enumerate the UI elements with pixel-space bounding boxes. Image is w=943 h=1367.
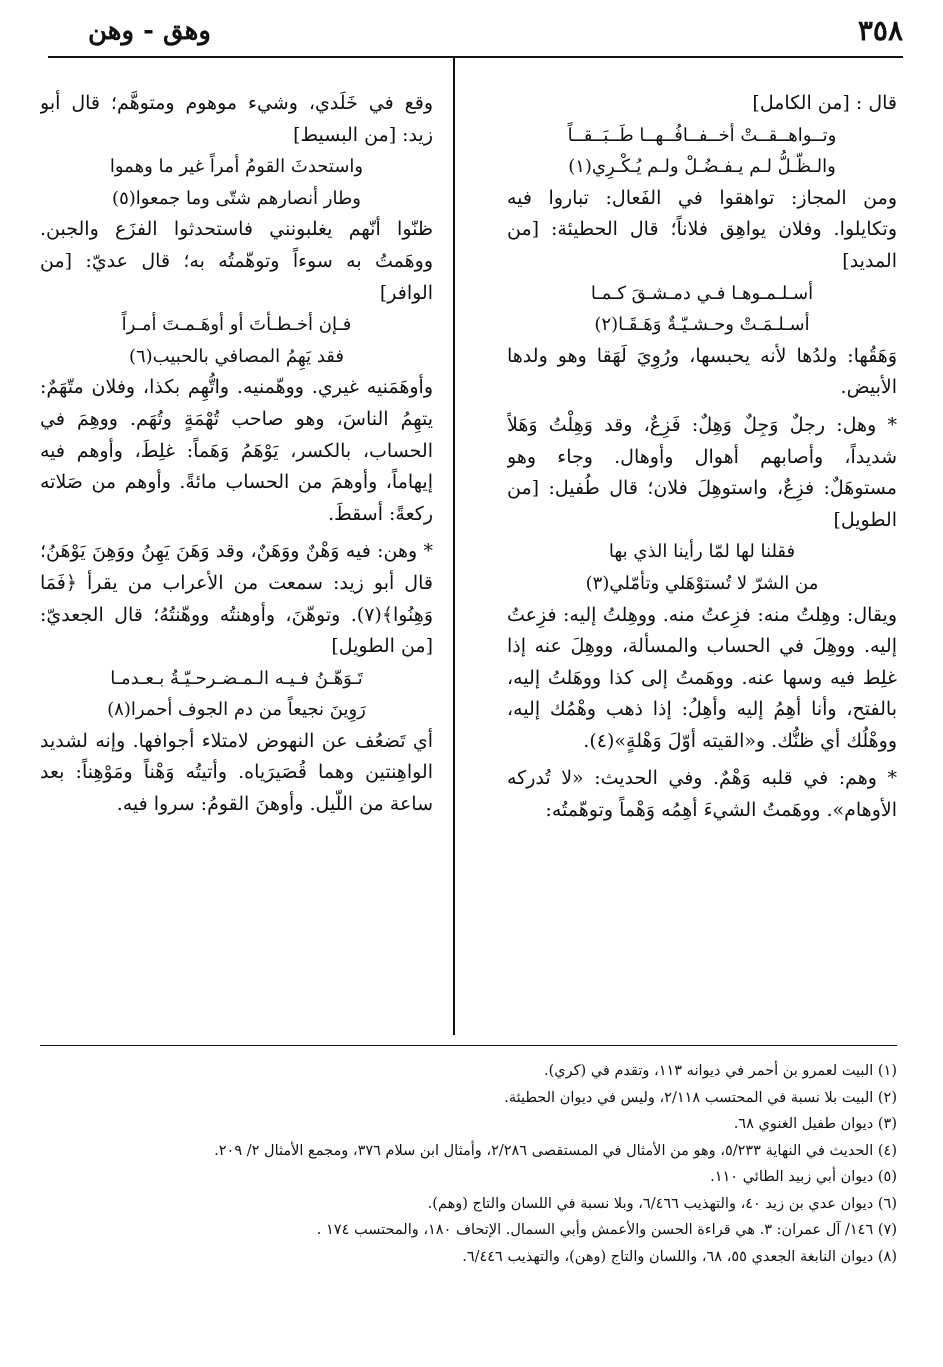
footnote: (٥) ديوان أبي زبيد الطائي ١١٠.	[710, 1169, 897, 1185]
verse-line: أسـلـمـوهـا فـي دمـشـقَ كـمـا	[590, 282, 814, 304]
verse-line: أسـلـمَـتْ وحـشـيّـةٌ وَهَـقَـا(٢)	[594, 314, 810, 336]
verse-line: فـإن أخـطـأتَ أو أوهَـمـتَ أمـراً	[121, 314, 352, 336]
footnote: (٧) ١٤٦/ آل عمران: ٣. هي قراءة الحسن والأعمش وأبي السمال. الإتحاف ١٨٠، والمحتسب ١٧٤ .	[316, 1222, 897, 1238]
footnote: (١) البيت لعمرو بن أحمر في ديوانه ١١٣، وتقدم في (كري).	[544, 1063, 897, 1079]
text-paragraph: ظنّوا أنّهم يغلبونني فاستحدثوا الفزَع والجبن. ووهَمتُ به سوءاً وتوهّمتُه به؛ قال عديّ: [من الوافر]	[40, 218, 433, 304]
footnote: (٨) ديوان النابغة الجعدي ٥٥، ٦٨، واللسان والتاج (وهن)، والتهذيب ٦/٤٤٦.	[462, 1248, 897, 1265]
text-paragraph: وَهَقُها: ولدُها لأنه يحبسها، ورُوِيَ لَهَقا وهو ولدها الأبيض.	[507, 344, 897, 399]
verse-line: رَوِينَ نجيعاً من دم الجوف أحمرا(٨)	[107, 699, 366, 721]
verse-line: وطار أنصارهم شتّى وما جمعوا(٥)	[112, 187, 361, 209]
verse-line: من الشرّ لا تُستوْهَلي وتأمّلي(٣)	[585, 572, 819, 594]
text-paragraph: قال : [من الكامل]	[752, 92, 897, 114]
verse-line: وتــواهــقــتْ أخــفــافُــهــا طَــبَــقــاً	[567, 124, 837, 146]
verse-line: واستحدثَ القومُ أمراً غير ما وهموا	[109, 156, 364, 178]
entry-paragraph: * وهن: فيه وَهْنٌ ووَهَنٌ، وقد وَهَنَ يَهِنُ ووَهِنَ يَوْهَنُ؛ قال أبو زيد: سمعت من الأعراب من يقرأ ﴿فَمَا وَهِنُوا﴾(٧). وتوهّنَ، وأوهنتُه ووهّنتُهُ؛ قال الجعديّ: [من الطويل]	[40, 540, 433, 658]
footnote: (٤) الحديث في النهاية ٥/٢٣٣، وهو من الأمثال في المستقصى ٢/٢٨٦، وأمثال ابن سلام ٣٧٦، ومجمع الأمثال ٢/ ٢٠٩.	[214, 1142, 897, 1159]
footnote: (٦) ديوان عدي بن زيد ٤٠، والتهذيب ٦/٤٦٦، وبلا نسبة في اللسان والتاج (وهم).	[427, 1195, 897, 1212]
right-column	[507, 88, 897, 827]
text-paragraph: وقع في خَلَدي، وشيء موهوم ومتوهَّم؛ قال أبو زيد: [من البسيط]	[40, 92, 433, 146]
footnotes	[40, 1058, 897, 1270]
footnote: (٢) البيت بلا نسبة في المحتسب ٢/١١٨، وليس في ديوان الحطيئة.	[504, 1089, 897, 1106]
page-number: ٣٥٨	[857, 14, 903, 47]
verse-line: تَـوَهّـنُ فـيـه الـمـضـرحـيّـةُ بـعـدمـا	[110, 667, 363, 689]
text-paragraph: ويقال: وهِلتُ منه: فزِعتُ منه. ووهِلتُ إليه: فزِعتُ إليه. ووهِلَ في الحساب والمسألة، ووهِلَ عنه إذا غلِط فيه وسها عنه. ووهَمتُ إلى كذا ووهَلتُ إليه، بالفتح، وأنا أهِمُ إليه وأهِلُ: إذا ذهب وهْمُك إليه، ووهْلُك أي ظنُّك. و«القيته أوّلَ وَهْلةٍ»(٤).	[507, 603, 897, 752]
entry-paragraph: * وهل: رجلٌ وَجِلٌ وَهِلٌ: فَزِعٌ، وقد وَهِلْتُ وَهَلاً شديداً، وأصابهم أهوال وأوهال. وجاء وهو مستوهَلٌ: فزِعٌ، واستوهِلَ فلان؛ قال طُفيل: [من الطويل]	[507, 413, 897, 531]
page-header	[48, 14, 903, 58]
footnote-divider	[40, 1045, 897, 1046]
text-paragraph: ومن المجاز: تواهقوا في الفَعال: تباروا فيه وتكايلوا. وفلان يواهِق فلاناً؛ قال الحطيئة: [من المديد]	[507, 186, 897, 272]
column-divider	[453, 58, 455, 1035]
left-column	[40, 88, 433, 821]
entry-paragraph: * وهم: في قلبه وَهْمٌ. وفي الحديث: «لا تُدركه الأوهام». ووهَمتُ الشيءَ أهِمُه وَهْماً وتوهّمتُه:	[507, 767, 897, 822]
text-paragraph: وأوهَمَنيه غيري. ووهّمنيه. واتُّهِم بكذا، وفلان متّهَمٌ: يتهِمُ الناسَ، وهو صاحب تُهْمَةٍ وتُهَم. ووهِمَ في الحساب، بالكسر، يَوْهَمُ وَهَماً: غلِطَ، وأوهم فيه إيهاماً، وأوهمَ من الحساب مائةً. وأوهم من صَلاته ركعةً: أسقطَ.	[40, 376, 433, 525]
text-paragraph: أي تَضعُف عن النهوض لامتلاء أجوافها. وإنه لشديد الواهِنتين وهما قُصَيرَياه. وأتيتُه وَهْناً ومَوْهِناً: بعد ساعة من اللّيل. وأوهنَ القومُ: سروا فيه.	[40, 729, 433, 816]
running-head: وهق - وهن	[88, 16, 211, 46]
footnote: (٣) ديوان طفيل الغنوي ٦٨.	[733, 1116, 897, 1132]
verse-line: والـظّـلُّ لـم يـفـضُـلْ ولـم يُـكْـرِي(١)	[568, 156, 836, 178]
verse-line: فقلنا لها لمّا رأينا الذي بها	[608, 541, 796, 563]
verse-line: فقد يَهِمُ المصافي بالحبيب(٦)	[128, 345, 345, 367]
